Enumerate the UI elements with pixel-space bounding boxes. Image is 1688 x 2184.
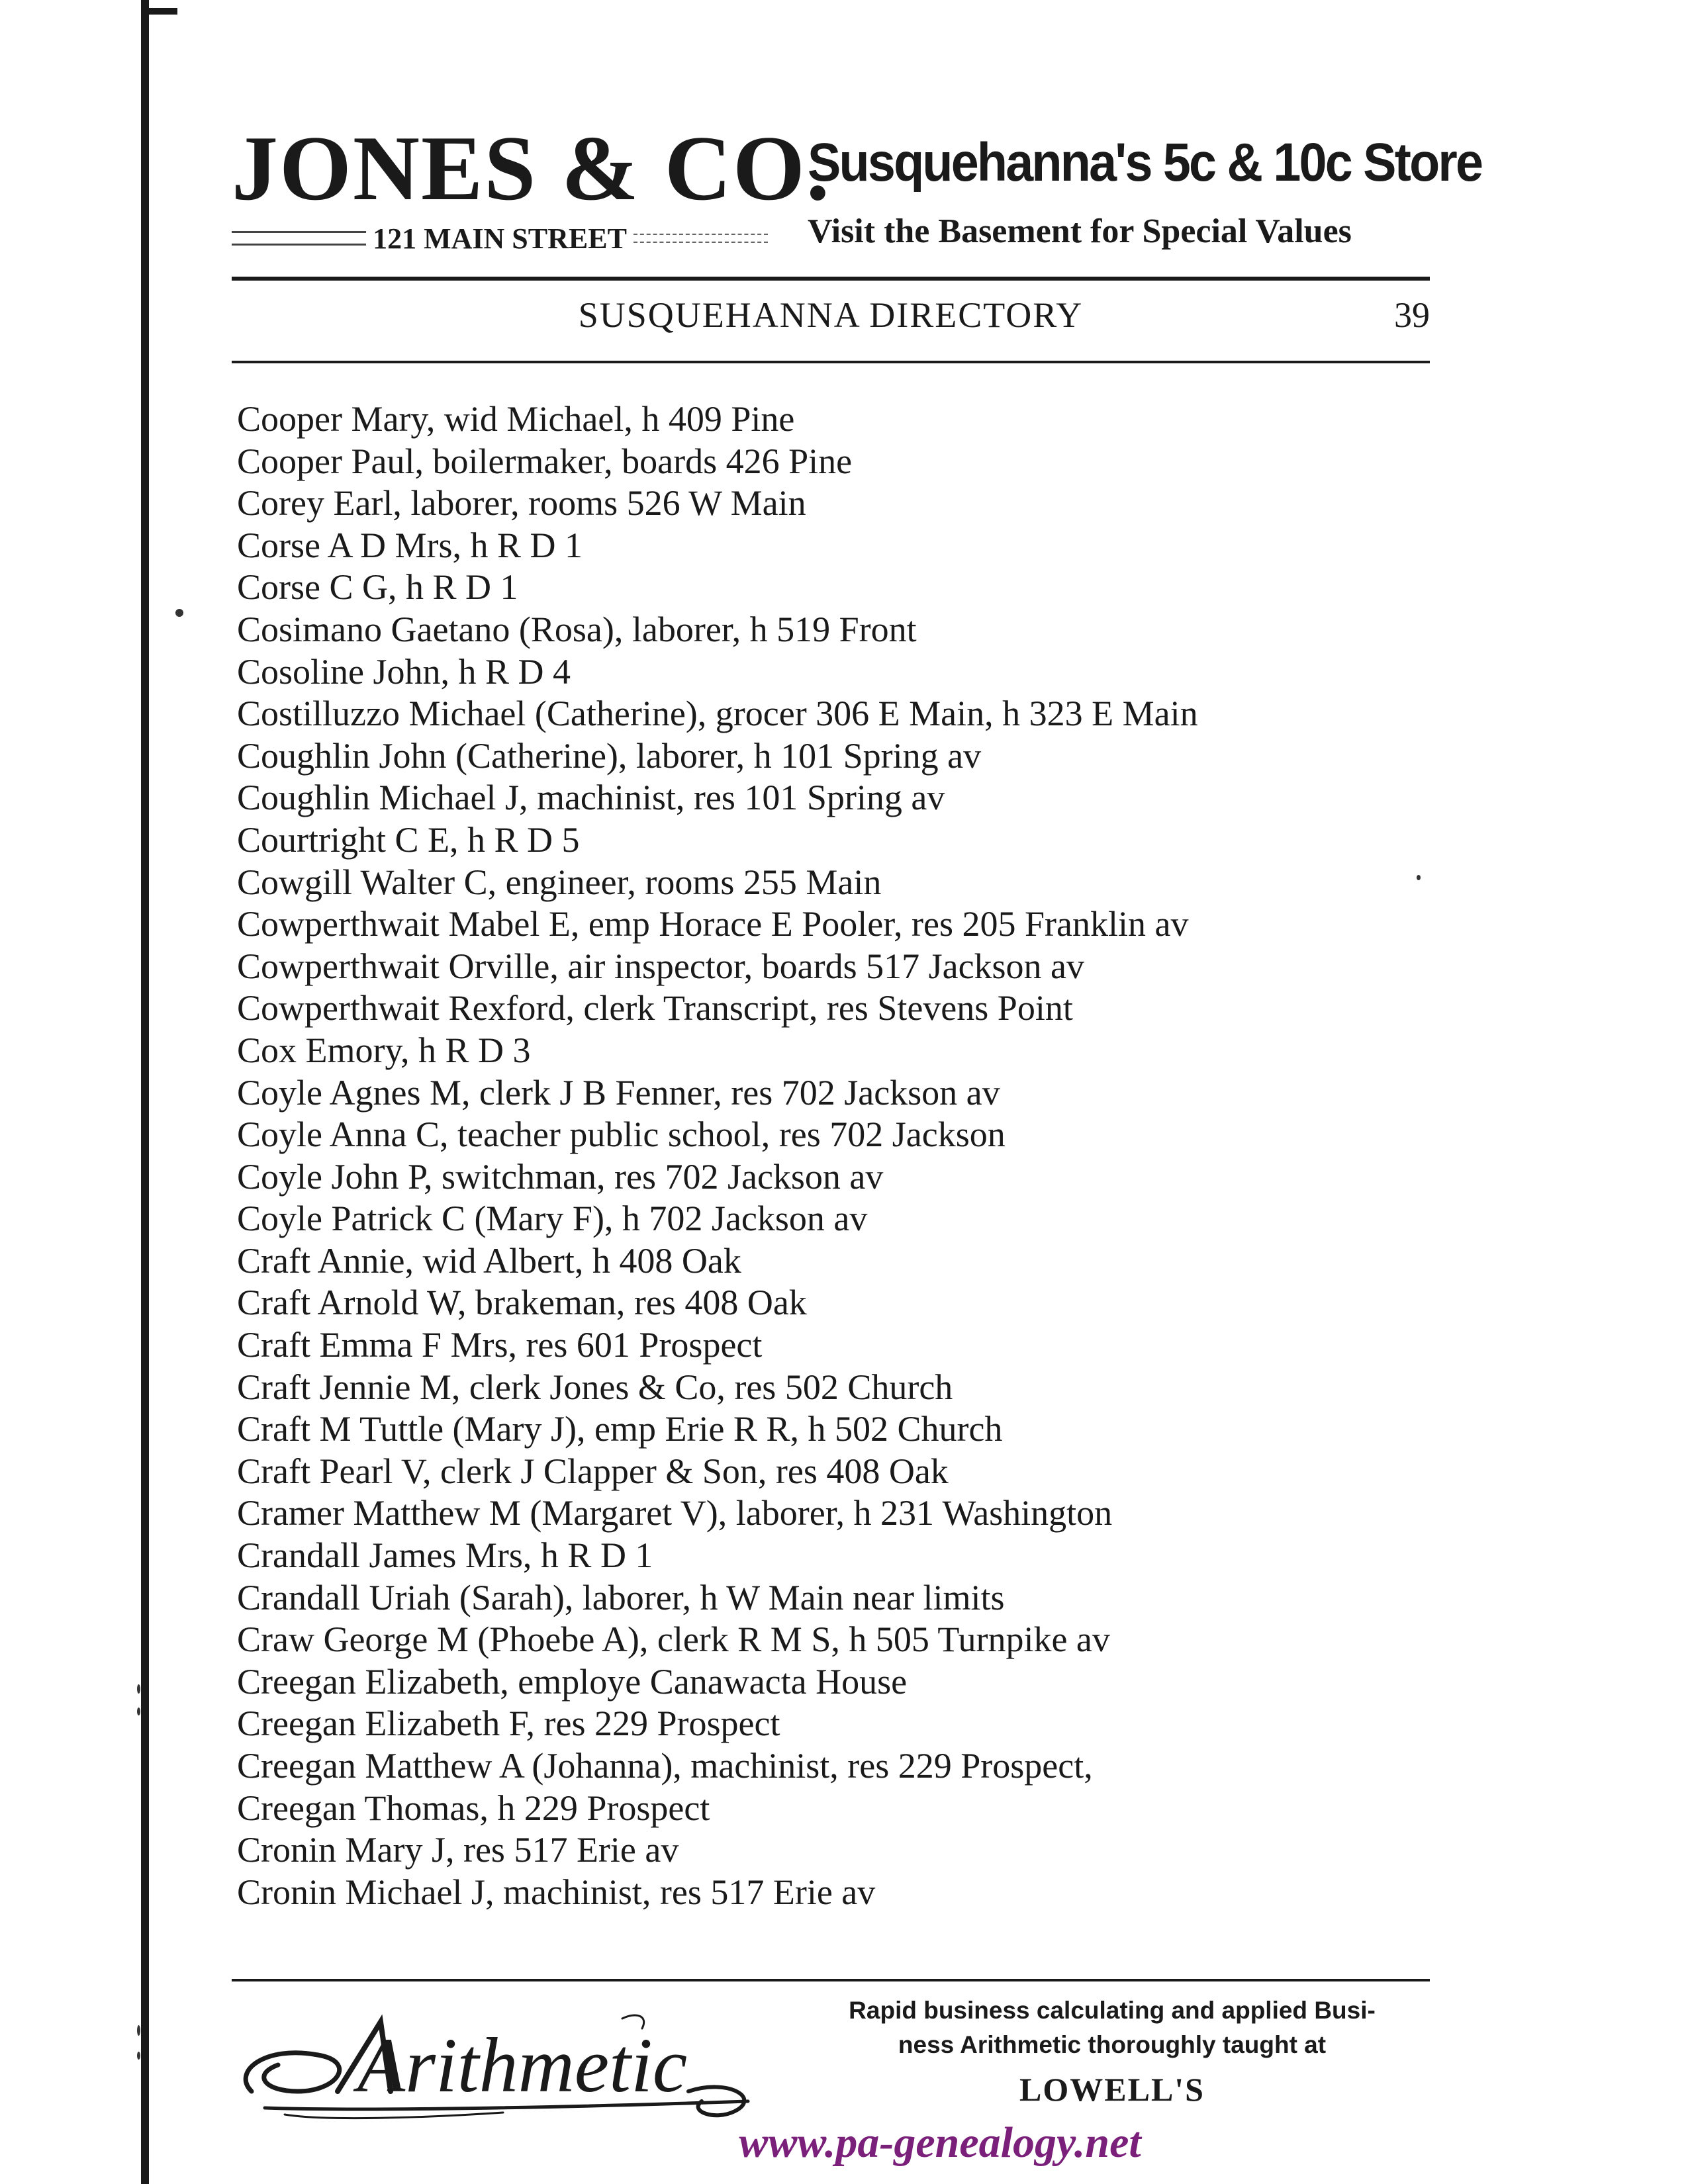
directory-entry: Cowperthwait Orville, air inspector, boards 517 Jackson av <box>237 946 1085 986</box>
ad-address: 121 MAIN STREET <box>373 222 627 255</box>
directory-entry: Cramer Matthew M (Margaret V), laborer, h 231 Washington <box>237 1493 1113 1533</box>
directory-entry: Coughlin Michael J, machinist, res 101 Spring av <box>237 778 945 818</box>
directory-entry: Cronin Mary J, res 517 Erie av <box>237 1830 679 1870</box>
arithmetic-script-logo <box>225 1992 768 2124</box>
directory-entry: Costilluzzo Michael (Catherine), grocer 306 E Main, h 323 E Main <box>237 694 1198 734</box>
header-ad-tagline-block <box>808 132 1482 193</box>
directory-entry: Cronin Michael J, machinist, res 517 Erie av <box>237 1872 876 1912</box>
ad-ornament-right <box>633 234 768 243</box>
directory-entry: Creegan Thomas, h 229 Prospect <box>237 1788 710 1828</box>
footer-line-1: Rapid business calculating and applied Busi- <box>849 1997 1376 2024</box>
directory-entry: Coughlin John (Catherine), laborer, h 101 Spring av <box>237 735 982 776</box>
directory-entries <box>237 398 1442 1913</box>
ad-visit-line: Visit the Basement for Special Values <box>808 212 1352 250</box>
directory-entry: Craft Annie, wid Albert, h 408 Oak <box>237 1240 741 1281</box>
directory-entry: Cox Emory, h R D 3 <box>237 1030 531 1070</box>
header-rule <box>232 277 1430 281</box>
directory-entry: Craft M Tuttle (Mary J), emp Erie R R, h 502 Church <box>237 1409 1003 1449</box>
running-head-rule <box>232 361 1430 363</box>
page-number: 39 <box>1394 295 1430 335</box>
directory-entry: Craft Arnold W, brakeman, res 408 Oak <box>237 1283 807 1323</box>
header-ad-brand-block <box>232 117 831 220</box>
page-title: SUSQUEHANNA DIRECTORY <box>578 295 1084 335</box>
ad-address-row <box>232 218 768 258</box>
scan-edge-line <box>141 0 149 2184</box>
directory-entry: Craft Jennie M, clerk Jones & Co, res 502 Church <box>237 1367 953 1407</box>
script-word: Arithmetic <box>357 2022 688 2109</box>
school-name: LOWELL'S <box>1019 2071 1205 2108</box>
ad-ornament-left <box>232 231 366 246</box>
directory-entry: Coyle Anna C, teacher public school, res 702 Jackson <box>237 1115 1006 1155</box>
footer-ad-copy <box>784 1993 1440 2062</box>
scan-speck <box>137 1684 140 1694</box>
scan-speck <box>175 609 183 617</box>
watermark-url: www.pa-genealogy.net <box>739 2118 1141 2167</box>
directory-entry: Cowperthwait Mabel E, emp Horace E Pooler, res 205 Franklin av <box>237 904 1189 944</box>
directory-entry: Corse A D Mrs, h R D 1 <box>237 525 583 565</box>
scan-corner-mark <box>141 8 177 15</box>
directory-entry: Courtright C E, h R D 5 <box>237 819 580 860</box>
directory-entry: Crandall James Mrs, h R D 1 <box>237 1535 653 1576</box>
directory-entry: Coyle John P, switchman, res 702 Jackson av <box>237 1156 884 1197</box>
directory-entry: Craft Emma F Mrs, res 601 Prospect <box>237 1325 763 1365</box>
scan-speck <box>137 2052 140 2060</box>
scan-speck <box>137 2025 140 2036</box>
directory-entry: Cooper Mary, wid Michael, h 409 Pine <box>237 399 795 439</box>
ad-store-tagline: Susquehanna's 5c & 10c Store <box>808 132 1482 193</box>
directory-entry: Cooper Paul, boilermaker, boards 426 Pine <box>237 441 853 481</box>
directory-entry: Corey Earl, laborer, rooms 526 W Main <box>237 483 806 523</box>
directory-entry: Creegan Matthew A (Johanna), machinist, res 229 Prospect, <box>237 1746 1093 1786</box>
directory-entry: Crandall Uriah (Sarah), laborer, h W Main near limits <box>237 1577 1005 1617</box>
directory-entry: Cowperthwait Rexford, clerk Transcript, res Stevens Point <box>237 988 1073 1028</box>
directory-entry: Cosimano Gaetano (Rosa), laborer, h 519 Front <box>237 609 917 649</box>
footer-line-2: ness Arithmetic thoroughly taught at <box>898 2031 1327 2058</box>
ad-brand-name: JONES & CO. <box>232 117 831 220</box>
directory-entry: Coyle Patrick C (Mary F), h 702 Jackson av <box>237 1199 868 1239</box>
directory-entry: Coyle Agnes M, clerk J B Fenner, res 702 Jackson av <box>237 1072 1000 1113</box>
directory-entry: Corse C G, h R D 1 <box>237 567 518 608</box>
scan-speck <box>137 1707 140 1715</box>
directory-entry: Craw George M (Phoebe A), clerk R M S, h 505 Turnpike av <box>237 1619 1110 1660</box>
running-head <box>232 295 1430 347</box>
directory-entry: Cosoline John, h R D 4 <box>237 651 571 692</box>
directory-entry: Craft Pearl V, clerk J Clapper & Son, res 408 Oak <box>237 1451 949 1491</box>
footer-rule <box>232 1979 1430 1981</box>
directory-entry: Creegan Elizabeth F, res 229 Prospect <box>237 1704 780 1744</box>
directory-entry: Cowgill Walter C, engineer, rooms 255 Main <box>237 862 882 902</box>
directory-entry: Creegan Elizabeth, employe Canawacta House <box>237 1661 908 1702</box>
